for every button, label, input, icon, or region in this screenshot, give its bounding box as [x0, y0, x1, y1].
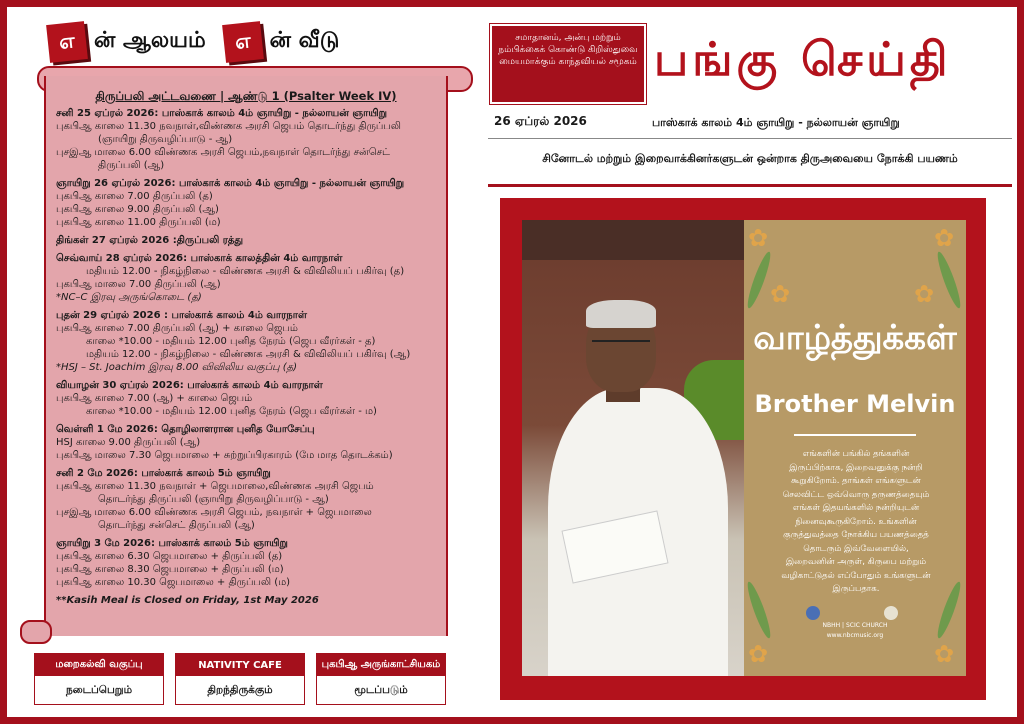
schedule-day-heading: ஞாயிறு 3 மே 2026: பாஸ்காக் காலம் 5ம் ஞாயிறு: [56, 538, 288, 549]
schedule-line: புகபிஆ மாலை 7.30 ஜெபமாலை + சுற்றுப்பிரகாரம் (மே மாத தொடக்கம்): [56, 450, 393, 461]
schedule-line: புகபிஆ காலை 7.00 திருப்பலி (த): [56, 191, 213, 202]
brand-word-2: ன் வீடு: [269, 28, 340, 53]
cafe-box-head: NATIVITY CAFE: [176, 654, 304, 676]
brand-word-1: ன் ஆலயம்: [94, 28, 206, 53]
schedule-line: புசஇஆ மாலை 6.00 விண்ணக அரசி ஜெபம், நவநாள் + ஜெபமாலை: [56, 507, 372, 518]
schedule-block: [56, 423, 436, 462]
schedule-day-heading: புதன் 29 ஏப்ரல் 2026 : பாஸ்காக் காலம் 4ம் வாரநாள்: [56, 310, 307, 321]
schedule-line: புகபிஆ காலை 8.30 ஜெபமாலை + திருப்பலி (ம): [56, 564, 284, 575]
schedule-line: *HSJ – St. Joachim இரவு 8.00 விவிலிய வகுப்பு (த): [56, 362, 298, 373]
schedule-line: புசஇஆ மாலை 6.00 விண்ணக அரசி ஜெபம்,நவநாள் தொடர்ந்து சன்செட்: [56, 147, 390, 158]
schedule-line: HSJ காலை 9.00 திருப்பலி (ஆ): [56, 437, 201, 448]
photo-wall: [522, 220, 744, 260]
schedule-line: புகபிஆ காலை 7.00 (ஆ) + காலை ஜெபம்: [56, 393, 253, 404]
schedule-day-heading: செவ்வாய் 28 ஏப்ரல் 2026: பாஸ்காக் காலத்தின் 4ம் வாரநாள்: [56, 253, 343, 264]
schedule-block: [56, 309, 436, 374]
schedule-line: புகபிஆ காலை 11.30 நவநாள் + ஜெபமாலை,விண்ணக அரசி ஜெபம்: [56, 481, 374, 492]
brother-photo: [522, 220, 744, 676]
greeting-panel: [744, 220, 966, 676]
flower-icon: ✿: [770, 280, 791, 308]
catechism-box-head: மறைகல்வி வகுப்பு: [35, 654, 163, 676]
divider-thick: [488, 184, 1012, 187]
cafe-box: [175, 653, 305, 705]
schedule-day-heading: வெள்ளி 1 மே 2026: தொழிலாளரான புனித யோசேப்பு: [56, 424, 315, 435]
schedule-block: [56, 467, 436, 532]
schedule-line: காலை *10.00 - மதியம் 12.00 புனித நேரம் (ஜெப வீரர்கள் - ம): [86, 406, 377, 417]
schedule-line: காலை *10.00 - மதியம் 12.00 புனித நேரம் (ஜெப வீரர்கள் - த): [86, 336, 376, 347]
schedule-day-heading: வியாழன் 30 ஏப்ரல் 2026: பாஸ்காக் காலம் 4ம் வாரநாள்: [56, 380, 323, 391]
schedule-block: [56, 252, 436, 304]
flower-icon: ✿: [914, 280, 935, 308]
liturgical-sunday: பாஸ்காக் காலம் 4ம் ஞாயிறு - நல்லாயன் ஞாயிறு: [652, 116, 900, 129]
museum-box: [316, 653, 446, 705]
schedule-day-heading: சனி 2 மே 2026: பாஸ்காக் காலம் 5ம் ஞாயிறு: [56, 468, 271, 479]
schedule-line: புகபிஆ காலை 7.00 திருப்பலி (ஆ) + காலை ஜெபம்: [56, 323, 298, 334]
music-logo-icon: [884, 606, 898, 620]
church-logo-icon: [806, 606, 820, 620]
synod-theme: சினோடல் மற்றும் இறைவாக்கினர்களுடன் ஒன்றாக திருஅவையை நோக்கி பயணம்: [542, 152, 958, 165]
schedule-line: புகபிஆ காலை 9.00 திருப்பலி (ஆ): [56, 204, 219, 215]
flower-icon: ✿: [748, 224, 769, 252]
photo-hair: [586, 300, 656, 328]
schedule-line: மதியம் 12.00 - நிகழ்நிலை - விண்ணக அரசி & விவிலியப் பகிர்வு (த): [86, 266, 405, 277]
schedule-block: [56, 379, 436, 418]
schedule-line: தொடர்ந்து திருப்பலி (ஞாயிறு திருவழிப்பாடு - ஆ): [98, 494, 329, 505]
schedule-line: புகபிஆ காலை 11.30 நவநாள்,விண்ணக அரசி ஜெபம் தொடர்ந்து திருப்பலி: [56, 121, 401, 132]
schedule-line: புகபிஆ காலை 6.30 ஜெபமாலை + திருப்பலி (த): [56, 551, 283, 562]
schedule-line: மதியம் 12.00 - நிகழ்நிலை - விண்ணக அரசி & விவிலியப் பகிர்வு (ஆ): [86, 349, 411, 360]
schedule-block: [56, 234, 436, 247]
schedule-line: திருப்பலி (ஆ): [98, 160, 165, 171]
newsletter-title: பங்கு செய்தி: [654, 32, 952, 86]
schedule-block: [56, 107, 436, 172]
catechism-box-value: நடைப்பெறும்: [65, 683, 133, 696]
brand-tile-2: எ: [222, 21, 264, 63]
schedule-title: திருப்பலி அட்டவணை | ஆண்டு 1 (Psalter Week IV): [95, 89, 397, 103]
divider: [488, 138, 1012, 139]
photo-glasses: [592, 340, 650, 354]
greeting-wish: வாழ்த்துக்கள்: [753, 318, 957, 358]
schedule-block: [56, 537, 436, 589]
cafe-box-value: திறந்திருக்கும்: [207, 683, 273, 696]
greeting-url: www.nbcmusic.org: [826, 632, 884, 639]
schedule-blocks: [56, 107, 436, 589]
greeting-underline: [794, 434, 916, 436]
leaf-icon: [934, 250, 964, 310]
parish-brand: [48, 22, 349, 62]
schedule-day-heading: சனி 25 ஏப்ரல் 2026: பாஸ்காக் காலம் 4ம் ஞாயிறு - நல்லாயன் ஞாயிறு: [56, 108, 387, 119]
greeting-name: Brother Melvin: [754, 390, 956, 418]
schedule-note: **Kasih Meal is Closed on Friday, 1st May 2026: [56, 595, 319, 606]
leaf-icon: [744, 580, 774, 640]
schedule-day-heading: ஞாயிறு 26 ஏப்ரல் 2026: பாஸ்காக் காலம் 4ம் ஞாயிறு - நல்லாயன் ஞாயிறு: [56, 178, 405, 189]
catechism-box: [34, 653, 164, 705]
schedule-block: [56, 177, 436, 229]
brand-tile-1: எ: [46, 21, 88, 63]
greeting-message: எங்களின் பங்கில் தங்களின் இருப்பிற்காக, இறைவனுக்கு நன்றி கூறுகிறோம். தாங்கள் எங்களுடன் செலவிட்ட ஒவ்வொரு தருணத்தையும் எங்கள் இதயங்களில் நன்றியுடன் நினைவுகூருகிறோம். உங்களின் குருத்துவத்தை நோக்கிய பயணத்தைத் தொடரும் இவ்வேளையில், இறைவனின் அருள், கிருபை மற்றும் வழிகாட்டுதல் எப்போதும் உங்களுடன் இருப்பதாக.: [781, 449, 931, 594]
flower-icon: ✿: [934, 224, 955, 252]
schedule-line: புகபிஆ மாலை 7.00 திருப்பலி (ஆ): [56, 279, 221, 290]
schedule-day-heading: திங்கள் 27 ஏப்ரல் 2026 :திருப்பலி ரத்து: [56, 235, 244, 246]
flower-icon: ✿: [934, 640, 955, 668]
scroll-bottom-curl: [20, 620, 52, 644]
schedule-line: *NC–C இரவு அருங்கொடை (த): [56, 292, 202, 303]
leaf-icon: [934, 580, 964, 640]
greeting-footer: NBHH | SCIC CHURCH: [822, 622, 888, 629]
flower-icon: ✿: [748, 640, 769, 668]
schedule-line: (ஞாயிறு திருவழிப்பாடு - ஆ): [98, 134, 233, 145]
schedule-line: தொடர்ந்து சன்செட் திருப்பலி (ஆ): [98, 520, 255, 531]
parish-motto: சமாதானம், அன்பு மற்றும் நம்பிக்கைக் கொண்டு கிறிஸ்துவை மையமாக்கும் காந்தவியல் சமூகம்: [490, 24, 646, 104]
schedule-line: புகபிஆ காலை 11.00 திருப்பலி (ம): [56, 217, 221, 228]
mass-schedule-scroll: [44, 76, 448, 636]
schedule-line: புகபிஆ காலை 10.30 ஜெபமாலை + திருப்பலி (ம): [56, 577, 291, 588]
museum-box-head: புகபிஆ அருங்காட்சியகம்: [317, 654, 445, 676]
museum-box-value: மூடப்படும்: [354, 683, 408, 696]
issue-date: 26 ஏப்ரல் 2026: [494, 114, 587, 128]
